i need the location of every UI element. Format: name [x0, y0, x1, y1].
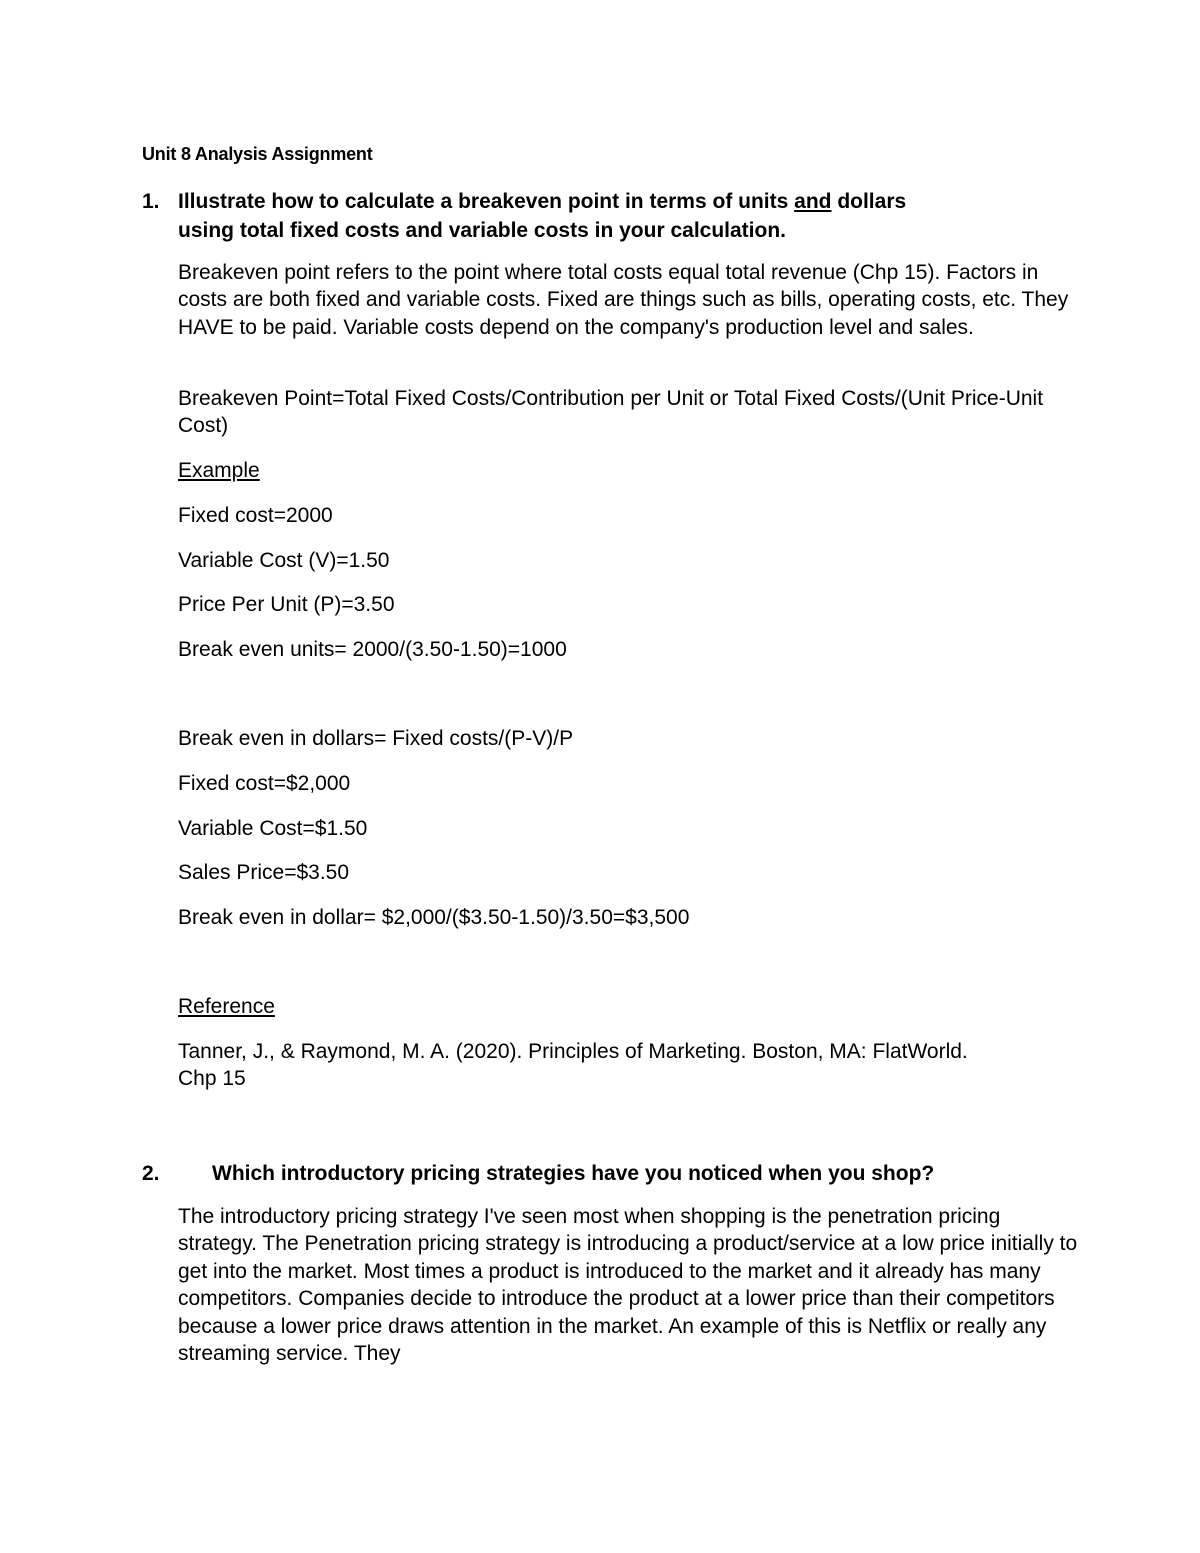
- dollars-break-even: Break even in dollar= $2,000/($3.50-1.50)/3.50=$3,500: [178, 906, 690, 929]
- q1-paragraph-breakeven-definition: Breakeven point refers to the point where total costs equal total revenue (Chp 15). Factors in costs are both fixed and variable costs. Fixed are things such as bills, operating costs, etc. They HAVE to be paid. Variable costs depend on the company's production level and sales.: [178, 261, 1069, 339]
- q2-paragraph: The introductory pricing strategy I've seen most when shopping is the penetration pricing strategy. The Penetration pricing strategy is introducing a product/service at a low price initially to get into the market. Most times a product is introduced to the market and it already has many competitors. Companies decide to introduce the product at a lower price than their competitors because a lower price draws attention in the market. An example of this is Netflix or really any streaming service. They: [178, 1205, 1078, 1366]
- example-label: Example: [178, 459, 260, 482]
- question-1-line2: using total fixed costs and variable costs in your calculation.: [178, 219, 786, 242]
- question-2-number: 2.: [142, 1162, 160, 1185]
- reference-label: Reference: [178, 995, 275, 1018]
- question-2-text: Which introductory pricing strategies have you noticed when you shop?: [212, 1162, 935, 1185]
- reference-citation: Tanner, J., & Raymond, M. A. (2020). Principles of Marketing. Boston, MA: FlatWorld. Chp 15: [178, 1040, 968, 1091]
- dollars-formula: Break even in dollars= Fixed costs/(P-V)/P: [178, 727, 574, 750]
- question-1-line1-after: dollars: [831, 190, 907, 213]
- question-1-number: 1.: [142, 190, 160, 213]
- q1-paragraph-breakeven-formula: Breakeven Point=Total Fixed Costs/Contribution per Unit or Total Fixed Costs/(Unit Price-Unit Cost): [178, 387, 1044, 438]
- dollars-sales-price: Sales Price=$3.50: [178, 861, 350, 884]
- dollars-variable-cost: Variable Cost=$1.50: [178, 817, 368, 840]
- example-fixed-cost: Fixed cost=2000: [178, 504, 333, 527]
- question-1-underlined-word: and: [794, 190, 832, 213]
- example-variable-cost: Variable Cost (V)=1.50: [178, 549, 390, 572]
- dollars-fixed-cost: Fixed cost=$2,000: [178, 772, 351, 795]
- document-title: Unit 8 Analysis Assignment: [142, 144, 373, 164]
- question-1-text: [178, 187, 1078, 245]
- example-break-even-units: Break even units= 2000/(3.50-1.50)=1000: [178, 638, 567, 661]
- example-price-per-unit: Price Per Unit (P)=3.50: [178, 593, 395, 616]
- question-1-line1-before: Illustrate how to calculate a breakeven point in terms of units: [178, 190, 795, 213]
